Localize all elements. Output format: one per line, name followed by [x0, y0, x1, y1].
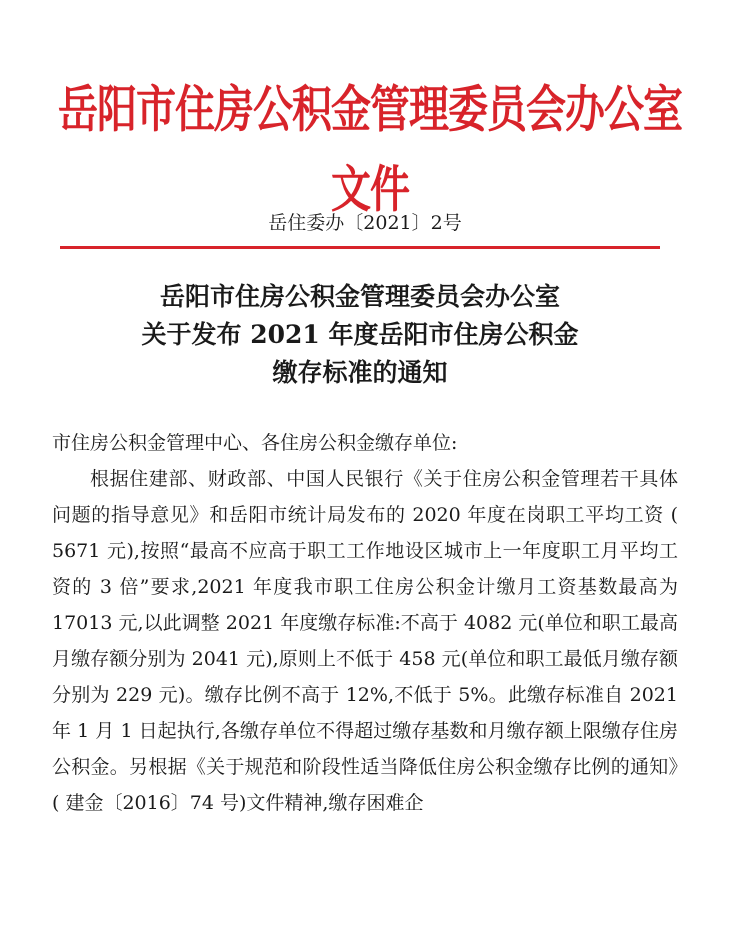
notice-title-line-1: 岳阳市住房公积金管理委员会办公室 [159, 282, 560, 311]
notice-title [60, 278, 660, 392]
red-header-title: 岳阳市住房公积金管理委员会办公室文件 [58, 81, 682, 219]
addressee-line: 市住房公积金管理中心、各住房公积金缴存单位: [52, 432, 458, 454]
notice-title-line-2: 关于发布 2021 年度岳阳市住房公积金 [141, 320, 579, 349]
document-number: 岳住委办〔2021〕2号 [268, 212, 462, 234]
body-paragraph: 根据住建部、财政部、中国人民银行《关于住房公积金管理若干具体问题的指导意见》和岳阳市统计局发布的 2020 年度在岗职工平均工资 ( 5671 元),按照“最高不应高于职工工作地设区城市上一年度职工月平均工资的 3 倍”要求,2021 年度我市职工住房公积金计缴月工资基数最高为 17013 元,以此调整 2021 年度缴存标准:不高于 4082 元(单位和职工最高月缴存额分别为 2041 元),原则上不低于 458 元(单位和职工最低月缴存额分别为 229 元)。缴存比例不高于 12%,不低于 5%。此缴存标准自 2021 年 1 月 1 日起执行,各缴存单位不得超过缴存基数和月缴存额上限缴存住房公积金。另根据《关于规范和阶段性适当降低住房公积金缴存比例的通知》( 建金〔2016〕74 号)文件精神,缴存困难企 [52, 468, 678, 814]
red-divider-line [60, 246, 660, 249]
notice-body [52, 425, 678, 821]
notice-title-line-3: 缴存标准的通知 [272, 358, 448, 387]
